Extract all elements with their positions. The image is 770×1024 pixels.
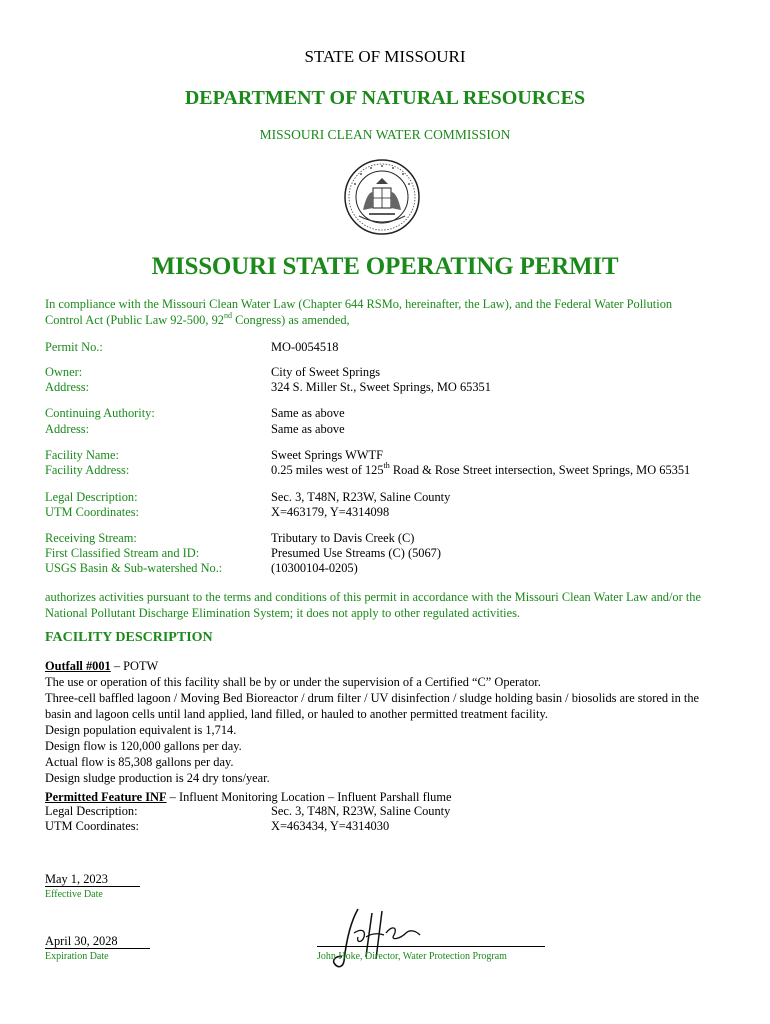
continuing-authority-label: Continuing Authority: [45,406,155,420]
outfall-title: Outfall #001 – POTW [45,659,159,673]
description-line: Design sludge production is 24 dry tons/year. [45,771,270,785]
owner-value: City of Sweet Springs [271,365,381,379]
director-signature [320,903,440,973]
owner-label: Owner: [45,365,83,379]
utm-value: X=463179, Y=4314098 [271,505,390,519]
first-classified-value: Presumed Use Streams (C) (5067) [271,546,441,560]
pf-legal-label: Legal Description: [45,804,138,818]
facility-description-heading: FACILITY DESCRIPTION [45,630,213,645]
facility-address-value: 0.25 miles west of 125th Road & Rose Street intersection, Sweet Springs, MO 65351 [271,460,691,477]
effective-date-caption: Effective Date [45,889,103,900]
owner-address-label: Address: [45,380,90,394]
description-line: Design population equivalent is 1,714. [45,723,237,737]
receiving-stream-value: Tributary to Davis Creek (C) [271,531,415,545]
signature-line [317,946,545,947]
intro-paragraph [45,296,735,328]
description-line: Three-cell baffled lagoon / Moving Bed Bioreactor / drum filter / UV disinfection / sludge holding basin / biosolids are stored in the [45,691,700,705]
signature-caption: John Hoke, Director, Water Protection Program [317,951,507,962]
commission-heading: MISSOURI CLEAN WATER COMMISSION [259,127,511,142]
intro-line-1: In compliance with the Missouri Clean Water Law (Chapter 644 RSMo, hereinafter, the Law), and the Federal Water Pollution [45,297,673,311]
pf-utm-label: UTM Coordinates: [45,819,139,833]
facility-name-value: Sweet Springs WWTF [271,448,383,462]
facility-address-label: Facility Address: [45,463,130,477]
description-line: The use or operation of this facility shall be by or under the supervision of a Certified “C” Operator. [45,675,541,689]
authorizes-paragraph [45,589,735,621]
effective-date: May 1, 2023 [45,872,140,887]
permitted-feature-title: Permitted Feature INF – Influent Monitoring Location – Influent Parshall flume [45,790,452,804]
expiration-date: April 30, 2028 [45,934,150,949]
description-line: Design flow is 120,000 gallons per day. [45,739,242,753]
ca-address-value: Same as above [271,422,345,436]
utm-label: UTM Coordinates: [45,505,139,519]
state-heading: STATE OF MISSOURI [304,47,466,66]
description-line: basin and lagoon cells until land applied, land filled, or hauled to another permitted treatment facility. [45,707,548,721]
usgs-value: (10300104-0205) [271,561,358,575]
pf-utm-value: X=463434, Y=4314030 [271,819,390,833]
legal-description-label: Legal Description: [45,490,138,504]
outfall-description [45,658,735,786]
first-classified-label: First Classified Stream and ID: [45,546,200,560]
ca-address-label: Address: [45,422,90,436]
legal-description-value: Sec. 3, T48N, R23W, Saline County [271,490,451,504]
permit-no-label: Permit No.: [45,340,103,354]
receiving-stream-label: Receiving Stream: [45,531,137,545]
description-line: Actual flow is 85,308 gallons per day. [45,755,234,769]
authorizes-line-1: authorizes activities pursuant to the terms and conditions of this permit in accordance with the Missouri Clean Water Law and/or the [45,590,701,604]
pf-legal-value: Sec. 3, T48N, R23W, Saline County [271,804,451,818]
usgs-label: USGS Basin & Sub-watershed No.: [45,561,223,575]
owner-address-value: 324 S. Miller St., Sweet Springs, MO 65351 [271,380,491,394]
permit-title: MISSOURI STATE OPERATING PERMIT [151,253,619,280]
missouri-state-seal-icon [343,158,421,236]
continuing-authority-value: Same as above [271,406,345,420]
authorizes-line-2: National Pollutant Discharge Elimination System; it does not apply to other regulated activities. [45,606,521,620]
intro-line-2: Control Act (Public Law 92-500, 92nd Congress) as amended, [45,310,350,327]
facility-name-label: Facility Name: [45,448,119,462]
department-heading: DEPARTMENT OF NATURAL RESOURCES [184,87,586,109]
permit-no-value: MO-0054518 [271,340,339,354]
expiration-date-caption: Expiration Date [45,951,109,962]
